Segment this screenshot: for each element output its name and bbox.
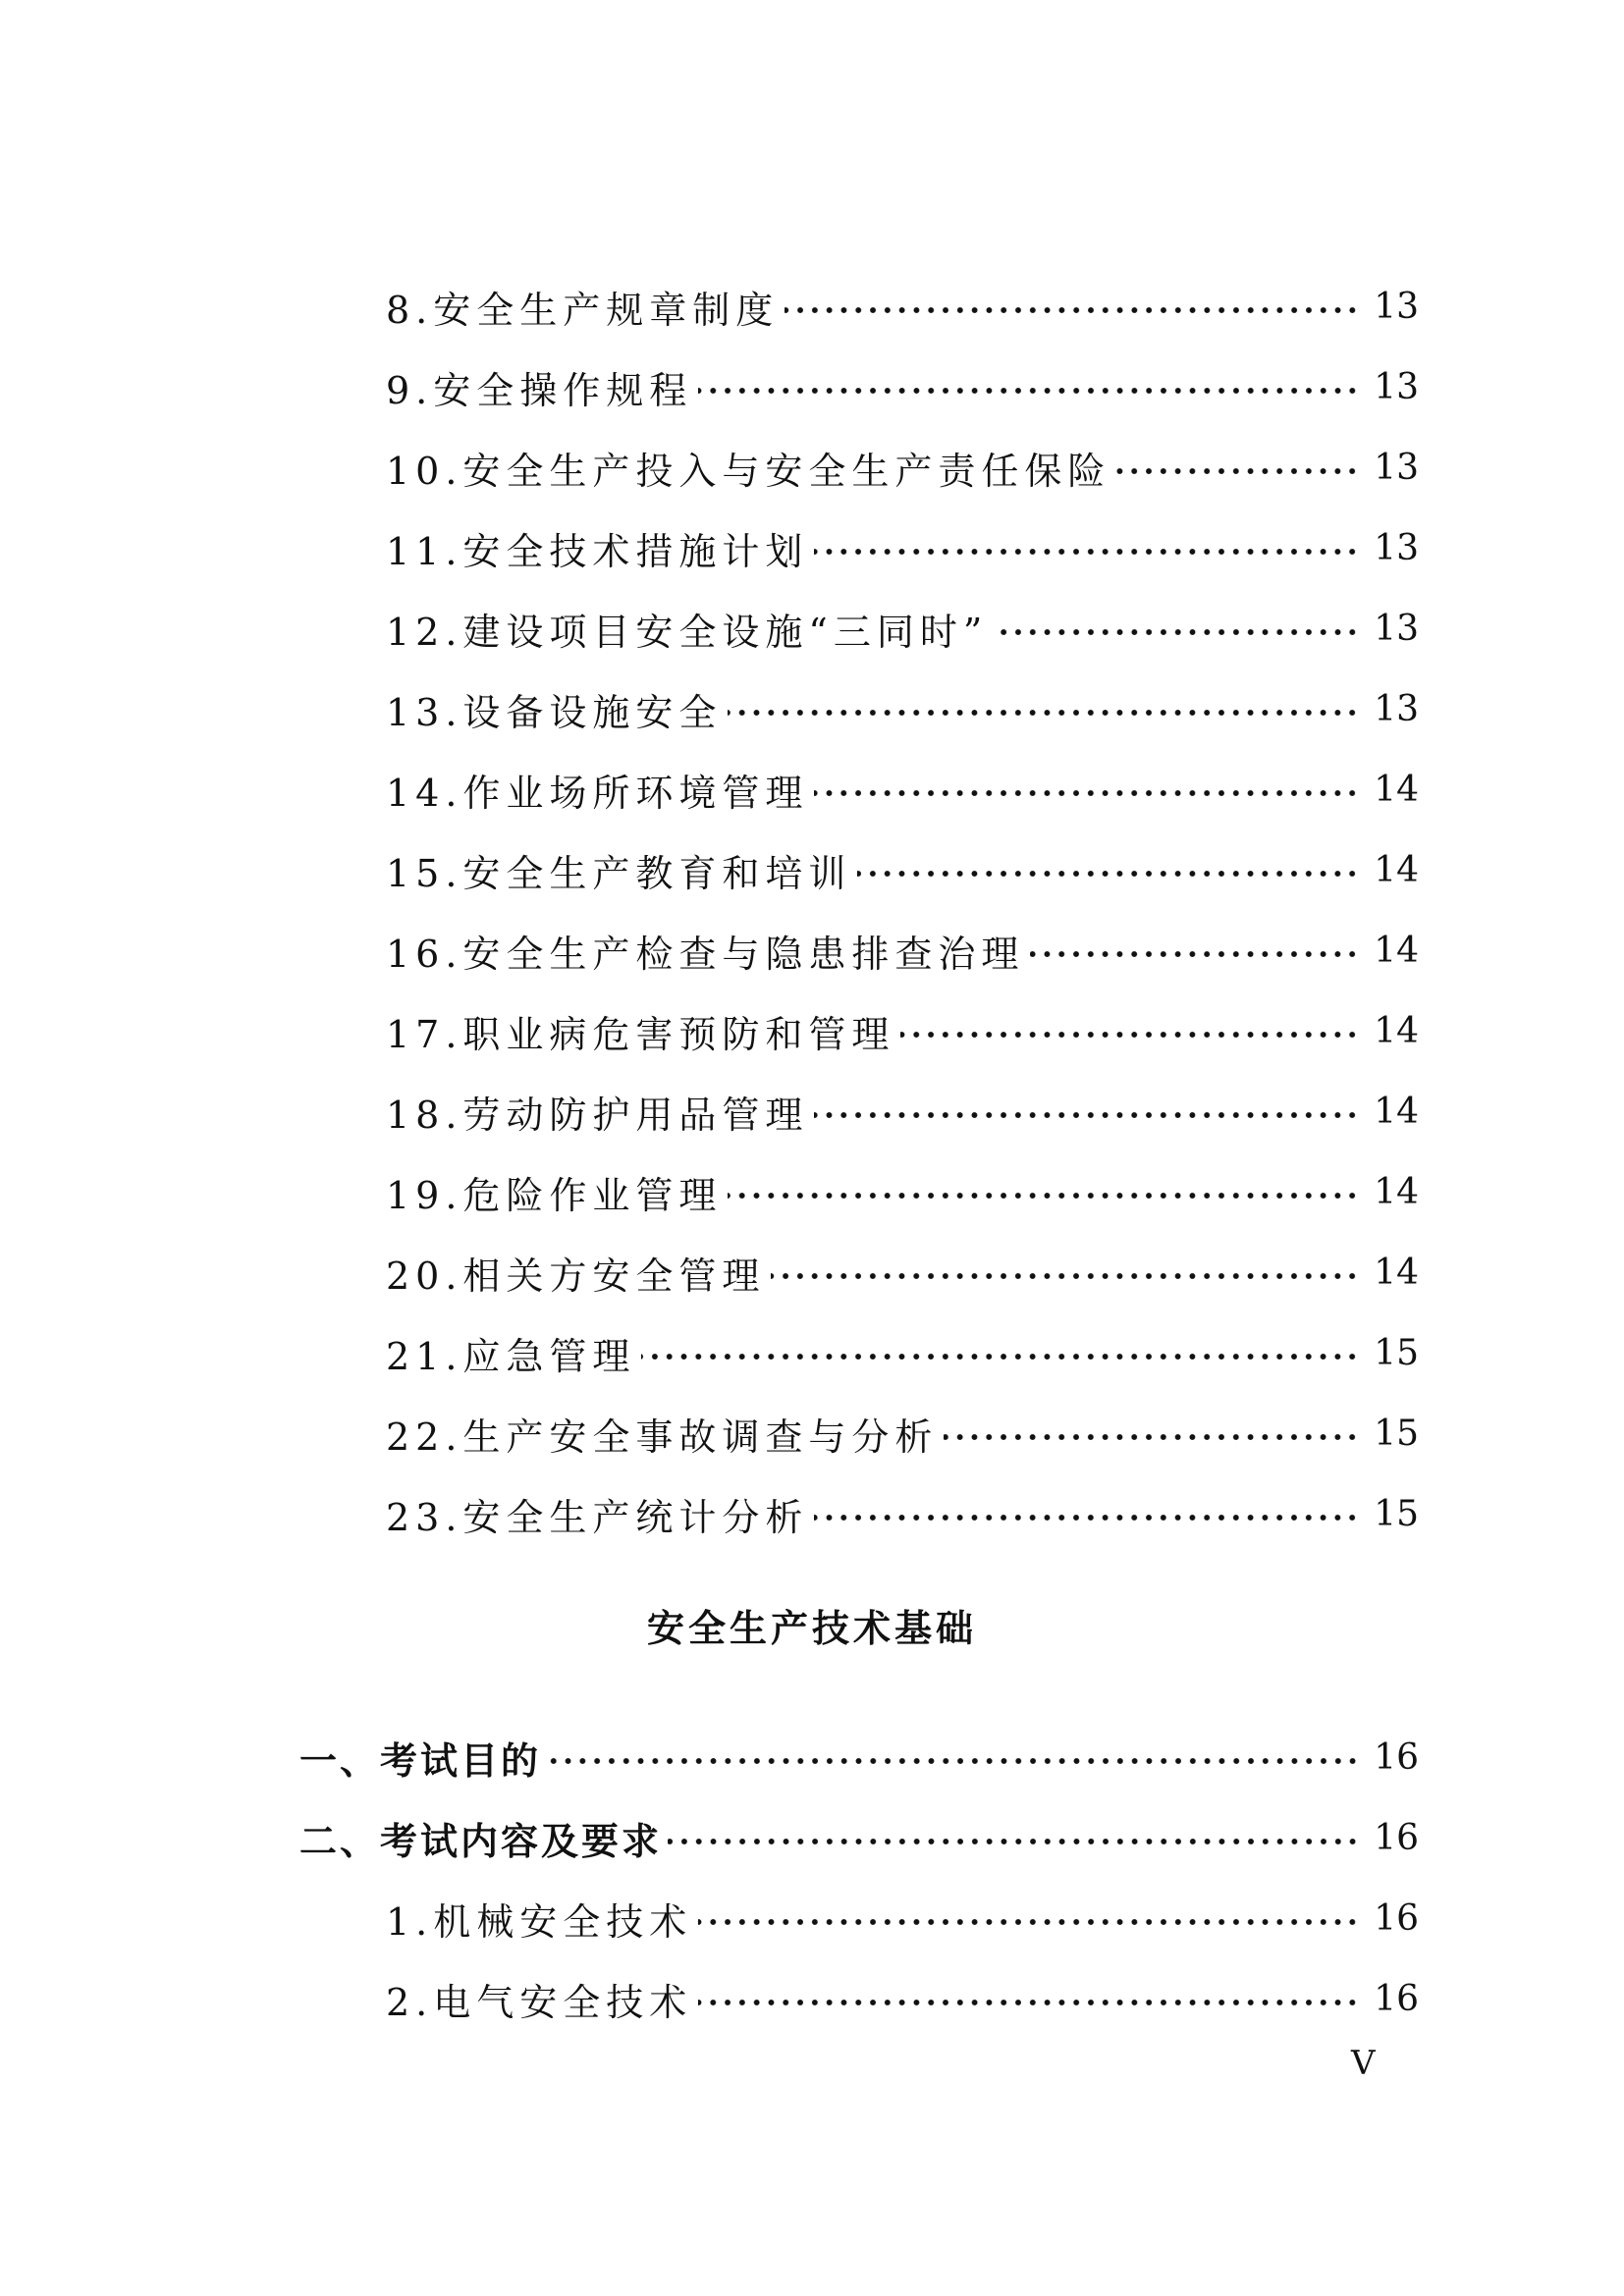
dot-leader — [698, 386, 1360, 396]
toc-entry-page: 14 — [1374, 769, 1419, 810]
toc-chapter-entry[interactable] — [299, 1808, 1419, 1867]
toc-entry-title: 21.应急管理 — [386, 1334, 636, 1378]
toc-entry-title: 23.安全生产统计分析 — [386, 1495, 809, 1539]
toc-entry-page: 16 — [1374, 1736, 1419, 1778]
toc-entry-title: 9.安全操作规程 — [386, 368, 693, 412]
toc-entry-title: 17.职业病危害预防和管理 — [386, 1012, 895, 1056]
toc-entry[interactable] — [386, 277, 1419, 336]
toc-entry[interactable] — [386, 760, 1419, 819]
toc-entry-page: 13 — [1374, 286, 1419, 327]
toc-entry-page: 15 — [1374, 1332, 1419, 1373]
toc-entry[interactable] — [386, 599, 1419, 658]
toc-chapter-entry[interactable] — [299, 1728, 1419, 1787]
dot-leader — [547, 1756, 1360, 1766]
toc-entry[interactable] — [386, 1889, 1419, 1948]
toc-entry[interactable] — [386, 921, 1419, 980]
toc-entry[interactable] — [386, 1323, 1419, 1382]
toc-entry-title: 1.机械安全技术 — [386, 1899, 693, 1944]
dot-leader — [771, 1271, 1360, 1281]
toc-entry-page: 14 — [1374, 1171, 1419, 1212]
toc-entry-title: 11.安全技术措施计划 — [386, 529, 809, 573]
toc-entry[interactable] — [386, 1001, 1419, 1060]
toc-entry[interactable] — [386, 679, 1419, 738]
toc-entry-page: 14 — [1374, 1091, 1419, 1132]
dot-leader — [814, 1513, 1360, 1522]
toc-entry[interactable] — [386, 840, 1419, 899]
dot-leader — [698, 1998, 1360, 2007]
dot-leader — [814, 547, 1360, 557]
toc-entry-title: 18.劳动防护用品管理 — [386, 1093, 809, 1137]
dot-leader — [728, 1191, 1360, 1201]
toc-entry-title: 13.设备设施安全 — [386, 690, 723, 734]
dot-leader — [944, 1432, 1360, 1442]
toc-entry-title: 一、考试目的 — [299, 1738, 542, 1783]
dot-leader — [1116, 466, 1360, 476]
toc-entry-title: 8.安全生产规章制度 — [386, 288, 780, 332]
toc-entry-title: 2.电气安全技术 — [386, 1980, 693, 2024]
toc-entry-page: 13 — [1374, 447, 1419, 488]
dot-leader — [1030, 949, 1360, 959]
dot-leader — [785, 305, 1360, 315]
toc-entry[interactable] — [386, 1082, 1419, 1141]
toc-entry-page: 15 — [1374, 1413, 1419, 1454]
toc-entry-title: 16.安全生产检查与隐患排查治理 — [386, 932, 1025, 976]
dot-leader — [814, 1110, 1360, 1120]
dot-leader — [994, 627, 1360, 637]
dot-leader — [857, 869, 1360, 879]
toc-entry-title: 22.生产安全事故调查与分析 — [386, 1415, 939, 1459]
toc-entry-page: 14 — [1374, 849, 1419, 890]
toc-entry-title: 20.相关方安全管理 — [386, 1254, 766, 1298]
page-number: V — [1351, 2044, 1376, 2083]
toc-entry-page: 13 — [1374, 366, 1419, 407]
toc-entry[interactable] — [386, 1404, 1419, 1463]
toc-entry-title: 二、考试内容及要求 — [299, 1819, 663, 1863]
toc-entry[interactable] — [386, 357, 1419, 416]
toc-entry-page: 15 — [1374, 1493, 1419, 1534]
toc-entry-title: 15.安全生产教育和培训 — [386, 851, 852, 895]
toc-entry-title: 10.安全生产投入与安全生产责任保险 — [386, 449, 1111, 493]
toc-entry-title: 14.作业场所环境管理 — [386, 771, 809, 815]
dot-leader — [728, 708, 1360, 718]
dot-leader — [641, 1352, 1360, 1362]
toc-entry-title: 12.建设项目安全设施“三同时” — [386, 610, 989, 654]
toc-entry-page: 13 — [1374, 688, 1419, 729]
toc-entry-page: 16 — [1374, 1817, 1419, 1858]
toc-entry-page: 14 — [1374, 930, 1419, 971]
section-heading: 安全生产技术基础 — [646, 1607, 977, 1650]
toc-entry[interactable] — [386, 518, 1419, 577]
dot-leader — [668, 1837, 1360, 1846]
toc-entry[interactable] — [386, 1969, 1419, 2028]
toc-entry-title: 19.危险作业管理 — [386, 1173, 723, 1217]
toc-entry-page: 14 — [1374, 1010, 1419, 1051]
toc-entry[interactable] — [386, 1484, 1419, 1543]
toc-entry-page: 13 — [1374, 608, 1419, 649]
dot-leader — [900, 1030, 1360, 1040]
toc-entry[interactable] — [386, 1243, 1419, 1302]
toc-entry-page: 14 — [1374, 1252, 1419, 1293]
dot-leader — [698, 1917, 1360, 1927]
toc-entry[interactable] — [386, 438, 1419, 497]
toc-entry[interactable] — [386, 1162, 1419, 1221]
toc-entry-page: 16 — [1374, 1897, 1419, 1939]
toc-entry-page: 13 — [1374, 527, 1419, 568]
dot-leader — [814, 788, 1360, 798]
toc-entry-page: 16 — [1374, 1978, 1419, 2019]
